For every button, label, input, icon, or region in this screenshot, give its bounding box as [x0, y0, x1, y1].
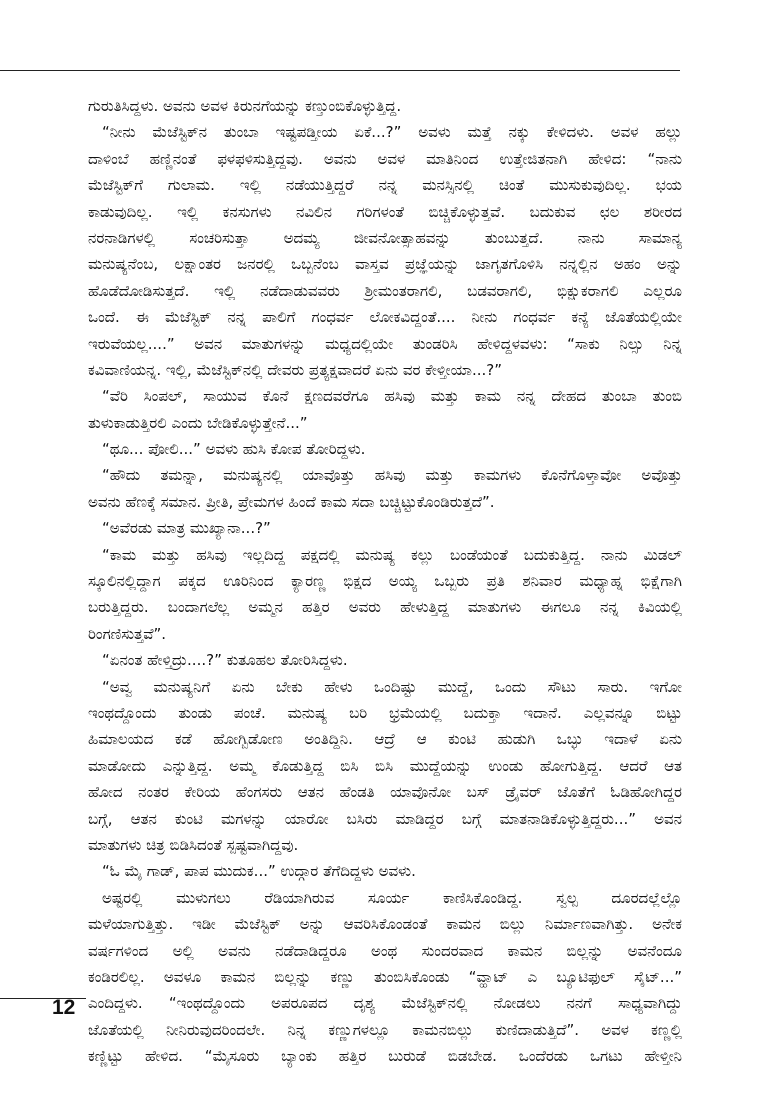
text-line: “ವೆರಿ ಸಿಂಪಲ್, ಸಾಯುವ ಕೊನೆ ಕ್ಷಣದವರೆಗೂ ಹಸಿವು ಮತ್ತು ಕಾಮ ನನ್ನ ದೇಹದ ತುಂಬಾ ತುಂಬಿ — [102, 387, 682, 406]
text-line: ಹಿಮಾಲಯದ ಕಡೆ ಹೋಗ್ಬಿಡೋಣ ಅಂತಿದ್ದಿನಿ. ಆದ್ರೆ ಆ ಕುಂಟಿ ಹುಡುಗಿ ಒಬ್ಳು ಇದಾಳೆ ಏನು — [88, 730, 682, 749]
text-line: ಹೋದ ನಂತರ ಕೇರಿಯ ಹೆಂಗಸರು ಆತನ ಹೆಂಡತಿ ಯಾವೊನೋ ಬಸ್ ಡ್ರೈವರ್ ಜೊತೆಗೆ ಓಡಿಹೋಗಿದ್ದರ — [88, 783, 682, 802]
text-line: ಸ್ಕೂಲಿನಲ್ಲಿದ್ದಾಗ ಪಕ್ಕದ ಊರಿನಿಂದ ಕ್ಯಾರಣ್ಣ ಭಿಕ್ಷದ ಅಯ್ಯ ಒಬ್ಬರು ಪ್ರತಿ ಶನಿವಾರ ಮಧ್ಯಾಹ್ನ ಭಿಕ್ಷೆಗಾಗಿ — [88, 572, 682, 591]
text-line: ಕವಿವಾಣಿಯನ್ನ. ಇಲ್ಲಿ, ಮೆಜೆಸ್ಟಿಕ್‌ನಲ್ಲಿ ದೇವರು ಪ್ರತ್ಯಕ್ಷವಾದರೆ ಏನು ವರ ಕೇಳ್ತೀಯಾ...?” — [88, 360, 502, 379]
text-line: ಗುರುತಿಸಿದ್ದಳು. ಅವನು ಅವಳ ಕಿರುನಗೆಯನ್ನು ಕಣ್ತುಂಬಿಕೊಳ್ಳುತ್ತಿದ್ದ. — [88, 97, 402, 115]
text-line: “ಓ ಮೈ ಗಾಡ್, ಪಾಪ ಮುದುಕ...” ಉದ್ಗಾರ ತೆಗೆದಿದ್ದಳು ಅವಳು. — [102, 862, 416, 881]
text-line: “ನೀನು ಮೆಜೆಸ್ಟಿಕ್‌ನ ತುಂಬಾ ಇಷ್ಟಪಡ್ತೀಯ ಏಕೆ...?” ಅವಳು ಮತ್ತೆ ನಕ್ಕು ಕೇಳಿದಳು. ಅವಳ ಹಲ್ಲು — [102, 123, 682, 142]
text-line: ದಾಳಿಂಬೆ ಹಣ್ಣಿನಂತೆ ಫಳಫಳಿಸುತ್ತಿದ್ದವು. ಅವನು ಅವಳ ಮಾತಿನಿಂದ ಉತ್ತೇಜಿತನಾಗಿ ಹೇಳಿದ: “ನಾನು — [88, 149, 682, 168]
text-line: ಇರುವೆಯಲ್ಲ....” ಅವನ ಮಾತುಗಳನ್ನು ಮಧ್ಯದಲ್ಲಿಯೇ ತುಂಡರಿಸಿ ಹೇಳಿದ್ದಳವಳು: “ಸಾಕು ನಿಲ್ಸು ನಿನ್ನ — [88, 334, 682, 353]
text-line: ಕಂಡಿರಲಿಲ್ಲ. ಅವಳೂ ಕಾಮನ ಬಿಲ್ಲನ್ನು ಕಣ್ಣು ತುಂಬಿಸಿಕೊಂಡು “ವ್ಹಾಟ್ ಎ ಬ್ಯೂಟಿಫುಲ್ ಸೈಟ್...” — [88, 967, 682, 986]
text-line: ಮಳೆಯಾಗುತ್ತಿತ್ತು. ಇಡೀ ಮೆಜೆಸ್ಟಿಕ್ ಅನ್ನು ಆವರಿಸಿಕೊಂಡಂತೆ ಕಾಮನ ಬಿಲ್ಲು ನಿರ್ಮಾಣವಾಗಿತ್ತು. ಅನೇಕ — [88, 915, 682, 934]
text-line: ಮೆಜೆಸ್ಟಿಕ್‌ಗೆ ಗುಲಾಮ. ಇಲ್ಲಿ ನಡೆಯುತ್ತಿದ್ದರೆ ನನ್ನ ಮನಸ್ಸಿನಲ್ಲಿ ಚಿಂತೆ ಮುಸುಕುವುದಿಲ್ಲ. ಭಯ — [88, 176, 682, 195]
text-line: ವರ್ಷಗಳಿಂದ ಅಲ್ಲಿ ಅವನು ನಡೆದಾಡಿದ್ದರೂ ಅಂಥ ಸುಂದರವಾದ ಕಾಮನ ಬಿಲ್ಲನ್ನು ಅವನೆಂದೂ — [88, 941, 682, 960]
text-line: ಜೊತೆಯಲ್ಲಿ ನೀನಿರುವುದರಿಂದಲೇ. ನಿನ್ನ ಕಣ್ಣುಗಳಲ್ಲೂ ಕಾಮನಬಿಲ್ಲು ಕುಣಿದಾಡುತ್ತಿದೆ”. ಅವಳ ಕಣ್ಣಲ್ಲಿ — [88, 1020, 682, 1039]
text-line: “ಏನಂತ ಹೇಳ್ತಿದ್ರು....?” ಕುತೂಹಲ ತೋರಿಸಿದ್ದಳು. — [102, 651, 348, 670]
text-line: ಅವನು ಹೆಣಕ್ಕೆ ಸಮಾನ. ಪ್ರೀತಿ, ಪ್ರೇಮಗಳ ಹಿಂದೆ ಕಾಮ ಸದಾ ಬಚ್ಚಿಟ್ಟುಕೊಂಡಿರುತ್ತದೆ”. — [88, 492, 495, 511]
text-line: ರಿಂಗಣಿಸುತ್ತವೆ”. — [88, 624, 167, 643]
text-line: “ಥೂ... ಪೋಲಿ...” ಅವಳು ಹುಸಿ ಕೋಪ ತೋರಿದ್ದಳು. — [102, 440, 366, 459]
text-line: ಎಂದಿದ್ದಳು. “ಇಂಥದ್ದೊಂದು ಅಪರೂಪದ ದೃಶ್ಯ ಮೆಜೆಸ್ಟಿಕ್‌ನಲ್ಲಿ ನೋಡಲು ನನಗೆ ಸಾಧ್ಯವಾಗಿದ್ದು — [88, 994, 682, 1013]
text-line: “ಕಾಮ ಮತ್ತು ಹಸಿವು ಇಲ್ಲದಿದ್ದ ಪಕ್ಷದಲ್ಲಿ ಮನುಷ್ಯ ಕಲ್ಲು ಬಂಡೆಯಂತೆ ಬದುಕುತ್ತಿದ್ದ. ನಾನು ಮಿಡಲ್ — [102, 545, 682, 564]
body-text — [88, 93, 682, 1069]
text-line: ಇಂಥದ್ದೊಂದು ತುಂಡು ಪಂಚೆ. ಮನುಷ್ಯ ಬರಿ ಭ್ರಮೆಯಲ್ಲಿ ಬದುಕ್ತಾ ಇದಾನೆ. ಎಲ್ಲವನ್ನೂ ಬಿಟ್ಟು — [88, 703, 682, 722]
text-line: “ಅವ್ವ ಮನುಷ್ಯನಿಗೆ ಏನು ಬೇಕು ಹೇಳು ಒಂದಿಷ್ಟು ಮುದ್ದೆ, ಒಂದು ಸೌಟು ಸಾರು. ಇಗೋ — [102, 677, 682, 696]
text-line: ತುಳುಕಾಡುತ್ತಿರಲಿ ಎಂದು ಬೇಡಿಕೊಳ್ಳುತ್ತೇನೆ...” — [88, 413, 308, 432]
top-rule — [0, 70, 680, 71]
text-line: ಮಾಡೋದು ಎನ್ನುತ್ತಿದ್ದ. ಅಮ್ಮ ಕೊಡುತ್ತಿದ್ದ ಬಿಸಿ ಬಿಸಿ ಮುದ್ದೆಯನ್ನು ಉಂಡು ಹೋಗುತ್ತಿದ್ದ. ಆದರೆ ಆತ — [88, 756, 682, 775]
page-number: 12 — [52, 996, 76, 1019]
text-line: ಬಗ್ಗೆ, ಆತನ ಕುಂಟಿ ಮಗಳನ್ನು ಯಾರೋ ಬಸಿರು ಮಾಡಿದ್ದರ ಬಗ್ಗೆ ಮಾತನಾಡಿಕೊಳ್ಳುತ್ತಿದ್ದರು...” ಅವನ — [88, 809, 682, 828]
text-line: ಬರುತ್ತಿದ್ದರು. ಬಂದಾಗಲೆಲ್ಲ ಅಮ್ಮನ ಹತ್ತಿರ ಅವರು ಹೇಳುತ್ತಿದ್ದ ಮಾತುಗಳು ಈಗಲೂ ನನ್ನ ಕಿವಿಯಲ್ಲಿ — [88, 598, 682, 617]
text-line: ಮಾತುಗಳು ಚಿತ್ರ ಬಿಡಿಸಿದಂತೆ ಸ್ಪಷ್ಟವಾಗಿದ್ದವು. — [88, 835, 299, 854]
text-line: ಮನುಷ್ಯನೆಂಬ, ಲಕ್ಷಾಂತರ ಜನರಲ್ಲಿ ಒಬ್ಬನೆಂಬ ವಾಸ್ತವ ಪ್ರಜ್ಞೆಯನ್ನು ಜಾಗೃತಗೊಳಿಸಿ ನನ್ನಲ್ಲಿನ ಅಹಂ ಅನ್ನು — [88, 255, 682, 274]
text-line: “ಅವೆರಡು ಮಾತ್ರ ಮುಖ್ಯಾನಾ...?” — [102, 519, 271, 538]
text-line: ಕಣ್ಣಿಟ್ಟು ಹೇಳಿದ. “ಮೈಸೂರು ಬ್ಯಾಂಕು ಹತ್ತಿರ ಬುರುಡೆ ಬಿಡಬೇಡ. ಒಂದೆರಡು ಒಗಟು ಹೇಳ್ತೀನಿ — [88, 1047, 682, 1066]
text-line: ಹೊಡೆದೋಡಿಸುತ್ತದೆ. ಇಲ್ಲಿ ನಡೆದಾಡುವವರು ಶ್ರೀಮಂತರಾಗಲಿ, ಬಡವರಾಗಲಿ, ಭಿಕ್ಷುಕರಾಗಲಿ ಎಲ್ಲರೂ — [88, 281, 682, 300]
text-line: ಒಂದೆ. ಈ ಮೆಜೆಸ್ಟಿಕ್ ನನ್ನ ಪಾಲಿಗೆ ಗಂಧರ್ವ ಲೋಕವಿದ್ದಂತೆ.... ನೀನು ಗಂಧರ್ವ ಕನ್ಯೆ ಜೊತೆಯಲ್ಲಿಯೇ — [88, 308, 682, 327]
text-line: “ಹೌದು ತಮನ್ನಾ, ಮನುಷ್ಯನಲ್ಲಿ ಯಾವೊತ್ತು ಹಸಿವು ಮತ್ತು ಕಾಮಗಳು ಕೊನೆಗೊಳ್ತಾವೋ ಅವೊತ್ತು — [102, 466, 682, 485]
text-line: ಕಾಡುವುದಿಲ್ಲ. ಇಲ್ಲಿ ಕನಸುಗಳು ನವಿಲಿನ ಗರಿಗಳಂತೆ ಬಿಚ್ಚಿಕೊಳ್ಳುತ್ತವೆ. ಬದುಕುವ ಛಲ ಶರೀರದ — [88, 202, 682, 221]
text-line: ನರನಾಡಿಗಳಲ್ಲಿ ಸಂಚರಿಸುತ್ತಾ ಅದಮ್ಯ ಜೀವನೋತ್ಸಾಹವನ್ನು ತುಂಬುತ್ತದೆ. ನಾನು ಸಾಮಾನ್ಯ — [88, 228, 682, 247]
text-line: ಅಷ್ಟರಲ್ಲಿ ಮುಳುಗಲು ರೆಡಿಯಾಗಿರುವ ಸೂರ್ಯ ಕಾಣಿಸಿಕೊಂಡಿದ್ದ. ಸ್ವಲ್ಪ ದೂರದಲ್ಲೆಲ್ಲೊ — [102, 888, 682, 907]
